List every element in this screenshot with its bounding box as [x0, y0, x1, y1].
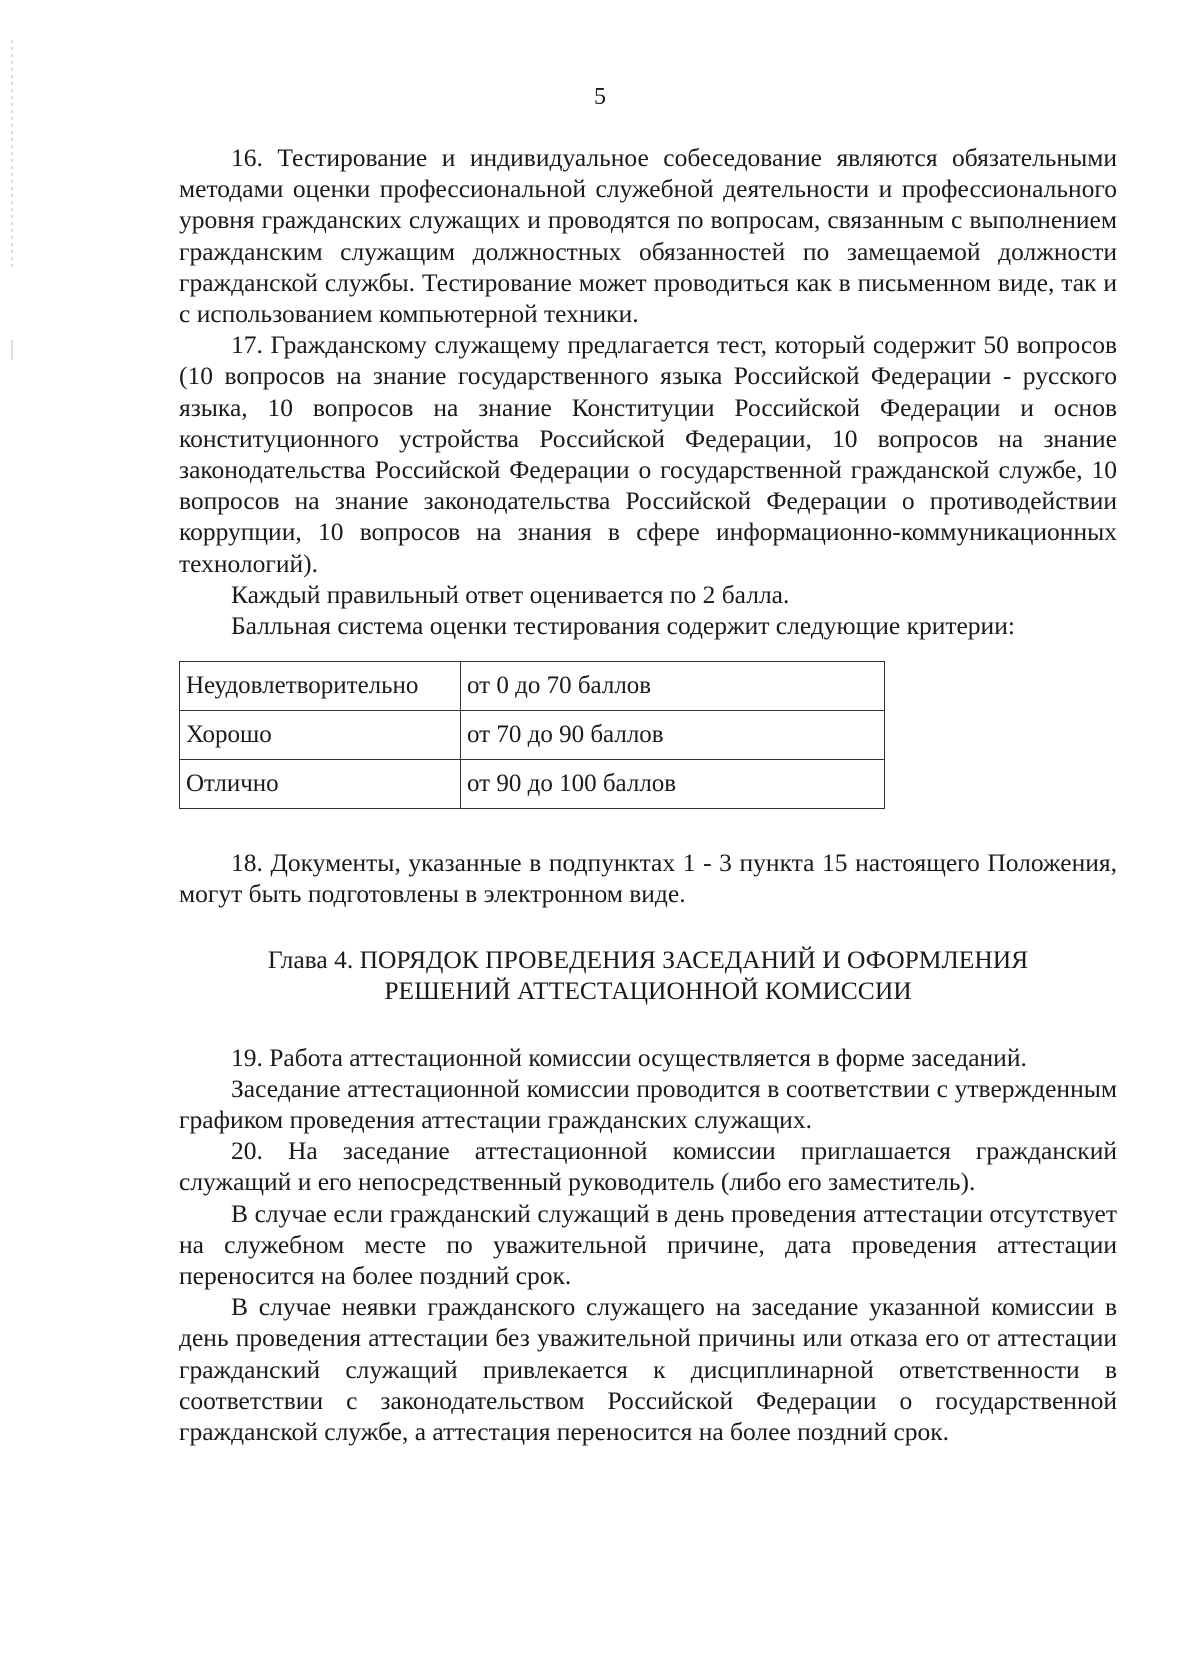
- chapter-heading: [179, 944, 1117, 1006]
- grading-table: [179, 661, 885, 809]
- table-row: [180, 711, 885, 760]
- paragraph-20-absence: В случае если гражданский служащий в день проведения аттестации отсутствует на служебном месте по уважительной причине, дата проведения аттестации переносится на более поздний срок.: [179, 1198, 1117, 1291]
- table-row: [180, 760, 885, 809]
- range-cell: от 70 до 90 баллов: [461, 711, 885, 760]
- paragraph-19-schedule: Заседание аттестационной комиссии проводится в соответствии с утвержденным графиком проведения аттестации гражданских служащих.: [179, 1073, 1117, 1135]
- paragraph-criteria-intro: Балльная система оценки тестирования содержит следующие критерии:: [231, 611, 1015, 641]
- range-cell: от 0 до 70 баллов: [461, 662, 885, 711]
- paragraph-19: 19. Работа аттестационной комиссии осуществляется в форме заседаний.: [231, 1042, 1027, 1072]
- page-number: 5: [594, 84, 606, 110]
- chapter-heading-line1: Глава 4. ПОРЯДОК ПРОВЕДЕНИЯ ЗАСЕДАНИЙ И ОФОРМЛЕНИЯ: [267, 944, 1029, 974]
- paragraph-scoring: Каждый правильный ответ оценивается по 2 балла.: [231, 579, 790, 609]
- paragraph-16: 16. Тестирование и индивидуальное собеседование являются обязательными методами оценки профессиональной служебной деятельности и профессионального уровня гражданских служащих и проводятся по вопросам, связанным с выполнением гражданским служащим должностных обязанностей по замещаемой должности гражданской службы. Тестирование может проводиться как в письменном виде, так и с использованием компьютерной техники.: [179, 143, 1117, 329]
- paragraph-20-no-show: В случае неявки гражданского служащего на заседание указанной комиссии в день проведения аттестации без уважительной причины или отказа его от аттестации гражданский служащий привлекается к дисциплинарной ответственности в соответствии с законодательством Российской Федерации о государственной гражданской службе, а аттестация переносится на более поздний срок.: [179, 1292, 1117, 1447]
- table-row: [180, 662, 885, 711]
- grade-cell: Хорошо: [180, 711, 461, 760]
- paragraph-18: 18. Документы, указанные в подпунктах 1 - 3 пункта 15 настоящего Положения, могут быть подготовлены в электронном виде.: [179, 848, 1117, 909]
- range-cell: от 90 до 100 баллов: [461, 760, 885, 809]
- chapter-heading-line2: РЕШЕНИЙ АТТЕСТАЦИОННОЙ КОМИССИИ: [384, 975, 912, 1005]
- paragraph-20: 20. На заседание аттестационной комиссии приглашается гражданский служащий и его непосредственный руководитель (либо его заместитель).: [179, 1136, 1117, 1197]
- paragraph-17: 17. Гражданскому служащему предлагается тест, который содержит 50 вопросов (10 вопросов на знание государственного языка Российской Федерации - русского языка, 10 вопросов на знание Конституции Российской Федерации и основ конституционного устройства Российской Федерации, 10 вопросов на знание законодательства Российской Федерации о государственной гражданской службе, 10 вопросов на знание законодательства Российской Федерации о противодействии коррупции, 10 вопросов на знания в сфере информационно-коммуникационных технологий).: [179, 330, 1117, 578]
- grade-cell: Отлично: [180, 760, 461, 809]
- document-body: [179, 142, 1117, 1447]
- grade-cell: Неудовлетворительно: [180, 662, 461, 711]
